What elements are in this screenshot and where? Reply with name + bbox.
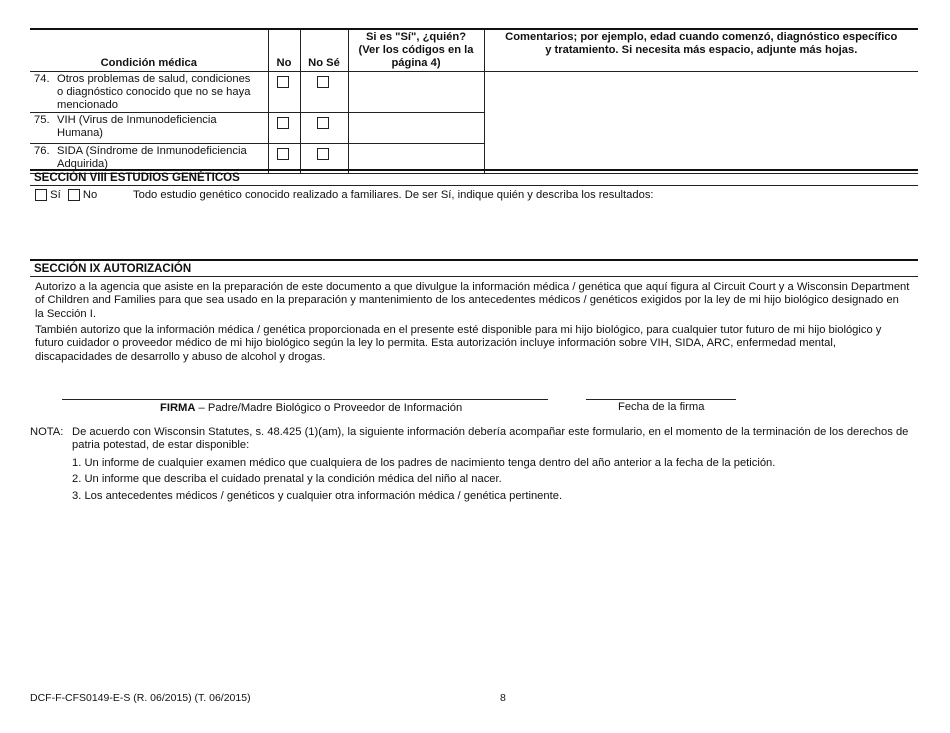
checkbox-74-no[interactable] [277,76,289,88]
checkbox-76-no-se[interactable] [317,148,329,160]
table-header-row [30,29,918,72]
row-number: 74. [34,73,50,85]
header-who: Si es "Sí", ¿quién? (Ver los códigos en la página 4) [348,29,484,72]
note-item: 3. Los antecedentes médicos / genéticos y cualquier otra información médica / genética pertinente. [72,489,563,502]
authorization-paragraph-1: Autorizo a la agencia que asiste en la preparación de este documento a que divulgue la información médica / genética que aquí figura al Circuit Court y a Wisconsin Department of Children and Families para que sea usado en la preparación y mantenimiento de los antecedentes médicos / genéticos exigidos por la ley de mi hijo biológico designado en la Sección I. [35,281,910,320]
checkbox-75-no-se[interactable] [317,117,329,129]
section8-header [30,169,918,186]
authorization-paragraph-2: También autorizo que la información médica / genética proporcionada en el presente esté disponible para mi hijo biológico, para cualquier tutor futuro de mi hijo biológico y futuro cuidador o proveedor médico de mi hijo biológico según la ley lo permita. Esta autorización incluye información sobre VIH, SIDA, ARC, enfermedad mental, discapacidades de desarrollo y abuso de alcohol y drogas. [35,324,882,363]
checkbox-76-no[interactable] [277,148,289,160]
section8-row [35,189,97,203]
section9-header [30,259,918,277]
form-id: DCF-F-CFS0149-E-S (R. 06/2015) (T. 06/2015) [30,692,251,704]
genetic-no-checkbox[interactable] [68,189,80,201]
row-number: 76. [34,145,50,157]
checkbox-74-no-se[interactable] [317,76,329,88]
row-condition: Otros problemas de salud, condiciones o diagnóstico conocido que no se haya mencionado [57,73,251,111]
table-row [30,72,918,113]
section8-title: SECCIÓN VIII ESTUDIOS GENÉTICOS [34,172,240,184]
page-number: 8 [500,692,506,704]
note-item: 2. Un informe que describa el cuidado prenatal y la condición médica del niño al nacer. [72,473,502,486]
firma-label: FIRMA [160,402,196,414]
who-field-74[interactable] [348,72,484,113]
signature-line[interactable] [62,399,548,400]
header-comments: Comentarios; por ejemplo, edad cuando comenzó, diagnóstico específico y tratamiento. Si necesita más espacio, adjunte más hojas. [484,29,918,72]
signature-caption [160,402,462,414]
header-no-se: No Sé [300,29,348,72]
medical-conditions-table [30,28,918,174]
section9-title: SECCIÓN IX AUTORIZACIÓN [34,263,192,275]
firma-description: – Padre/Madre Biológico o Proveedor de Información [195,402,463,414]
date-line[interactable] [586,399,736,400]
row-condition: SIDA (Síndrome de Inmunodeficiencia Adquirida) [57,145,247,170]
row-number: 75. [34,114,50,126]
who-field-75[interactable] [348,113,484,144]
note-list [72,455,775,504]
section8-question: Todo estudio genético conocido realizado a familiares. De ser Sí, indique quién y describa los resultados: [133,189,654,201]
header-no: No [268,29,300,72]
date-label: Fecha de la firma [618,401,705,413]
genetic-no-label: No [82,189,98,201]
genetic-yes-checkbox[interactable] [35,189,47,201]
comments-field[interactable] [484,72,918,174]
note-item: 1. Un informe de cualquier examen médico que cualquiera de los padres de nacimiento tenga dentro del año anterior a la fecha de la petición. [72,457,776,469]
row-condition: VIH (Virus de Inmunodeficiencia Humana) [57,114,217,139]
note-label: NOTA: [30,426,64,438]
checkbox-75-no[interactable] [277,117,289,129]
genetic-yes-label: Sí [50,189,61,201]
note-text: De acuerdo con Wisconsin Statutes, s. 48.425 (1)(am), la siguiente información debería acompañar este formulario, en el momento de la terminación de los derechos de patria potestad, de estar disponible: [72,426,909,452]
header-condition: Condición médica [30,29,268,72]
